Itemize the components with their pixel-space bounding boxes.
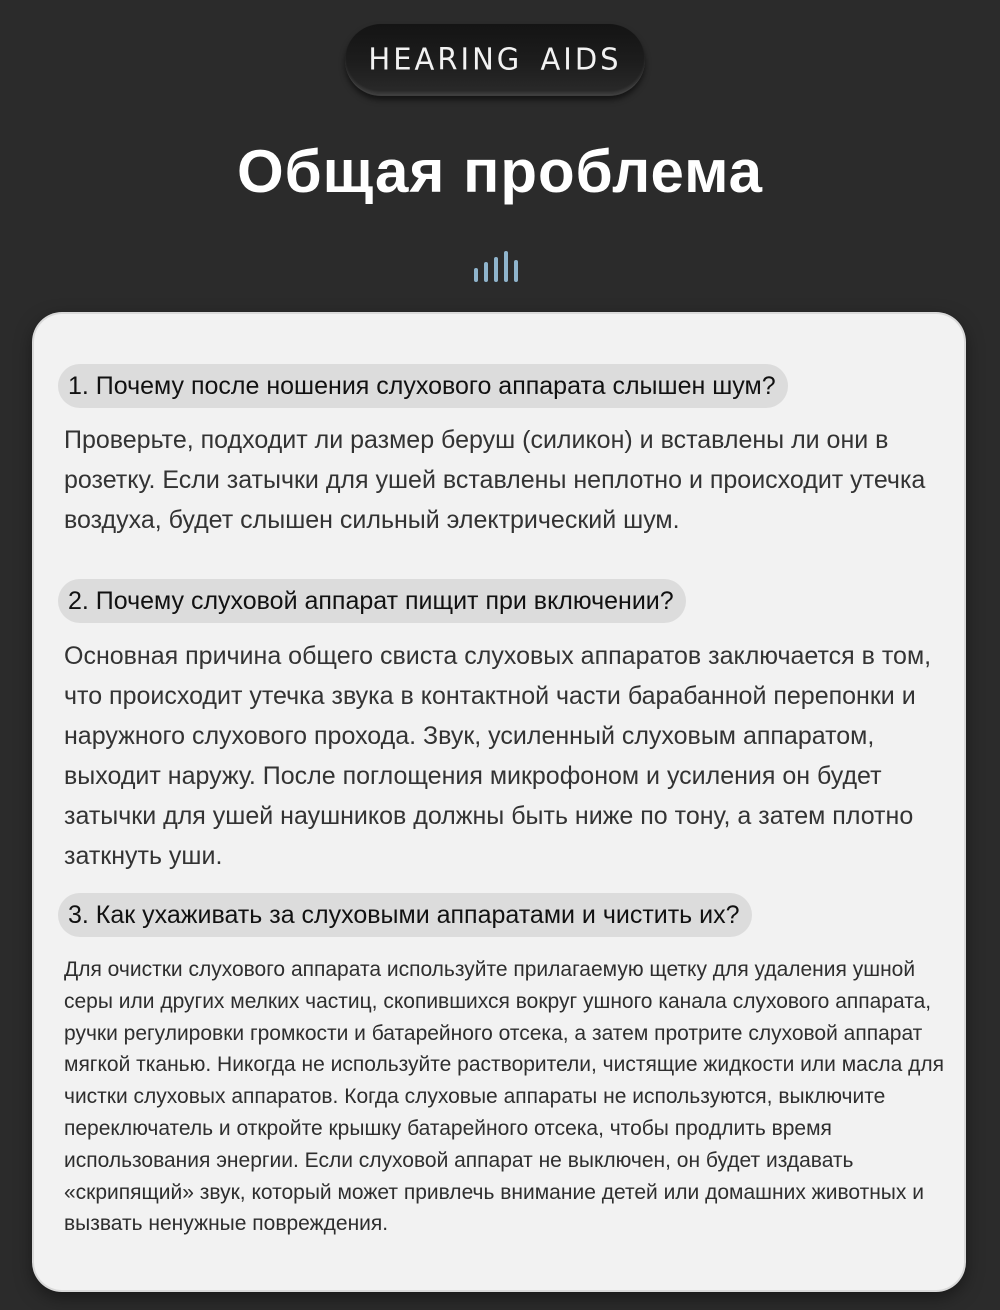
faq-question-1: 1. Почему после ношения слухового аппарата слышен шум? (58, 364, 788, 408)
faq-question-3: 3. Как ухаживать за слуховыми аппаратами и чистить их? (58, 893, 752, 937)
faq-question-2: 2. Почему слуховой аппарат пищит при включении? (58, 579, 686, 623)
hearing-aids-badge (345, 24, 645, 96)
badge-label: HEARING AIDS (368, 41, 622, 77)
faq-answer-1: Проверьте, подходит ли размер беруш (силикон) и вставлены ли они в розетку. Если затычки для ушей вставлены неплотно и происходит утечка воздуха, будет слышен сильный электрический шум. (64, 426, 926, 534)
faq-answer-3: Для очистки слухового аппарата используйте прилагаемую щетку для удаления ушной серы или других мелких частиц, скопившихся вокруг ушного канала слухового аппарата, ручки регулировки громкости и батарейного отсека, а затем протрите слуховой аппарат мягкой тканью. Никогда не используйте растворители, чистящие жидкости или масла для чистки слуховых аппаратов. Когда слуховые аппараты не используются, выключите переключатель и откройте крышку батарейного отсека, чтобы продлить время использования энергии. Если слуховой аппарат не выключен, он будет издавать «скрипящий» звук, который может привлечь внимание детей или домашних животных и вызвать ненужные повреждения. (64, 958, 944, 1236)
page-title: Общая проблема (236, 138, 764, 205)
faq-answer-2: Основная причина общего свиста слуховых аппаратов заключается в том, что происходит утечка звука в контактной части барабанной перепонки и наружного слухового прохода. Звук, усиленный слуховым аппаратом, выходит наружу. После поглощения микрофоном и усиления он будет затычки для ушей наушников должны быть ниже по тону, а затем плотно заткнуть уши. (64, 642, 932, 870)
sound-bars-icon (470, 248, 526, 284)
faq-card (34, 314, 964, 1290)
